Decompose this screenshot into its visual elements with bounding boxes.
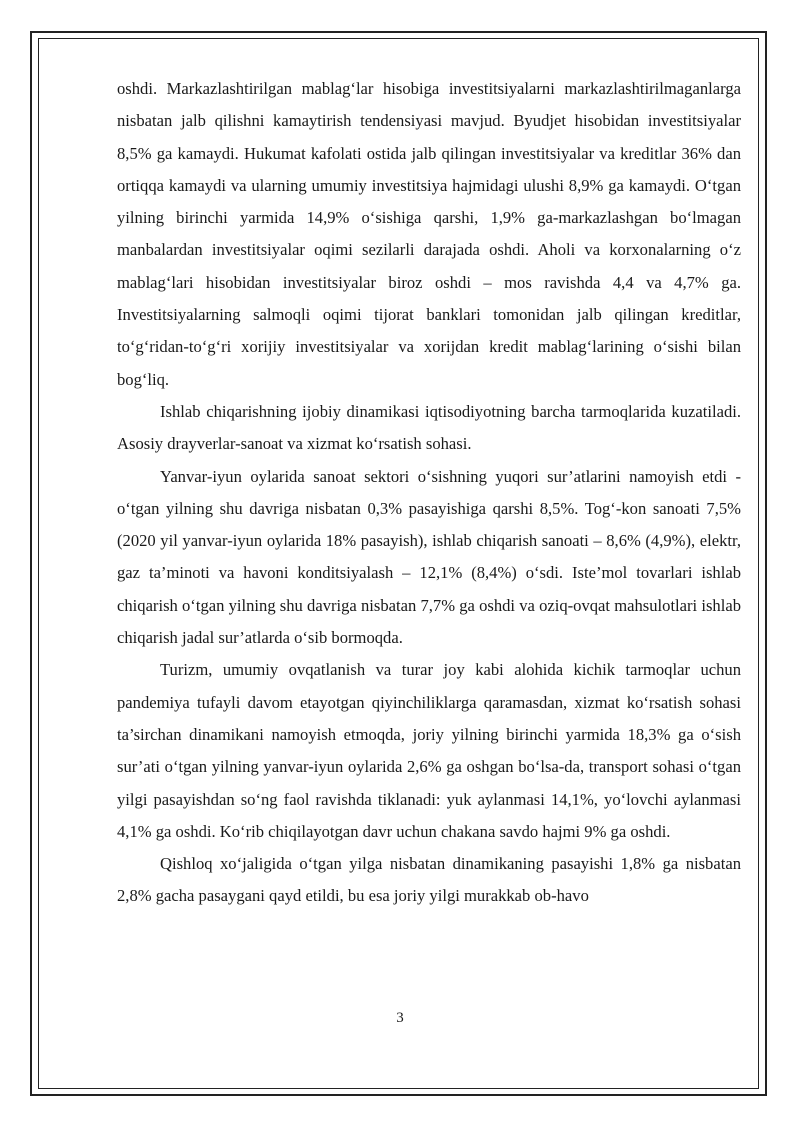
paragraph-investments: oshdi. Markazlashtirilgan mablag‘lar hisobiga investitsiyalarni markazlashtirilmaganlarga nisbatan jalb qilishni kamaytirish tendensiyasi mavjud. Byudjet hisobidan investitsiyalar 8,5% ga kamaydi. Hukumat kafolati ostida jalb qilingan investitsiyalar va kreditlar 36% dan ortiqqa kamaydi va ularning umumiy investitsiya hajmidagi ulushi 8,9% ga kamaydi. O‘tgan yilning birinchi yarmida 14,9% o‘sishiga qarshi, 1,9% ga-markazlashgan bo‘lmagan manbalardan investitsiyalar oqimi sezilarli darajada oshdi. Aholi va korxonalarning o‘z mablag‘lari hisobidan investitsiyalar biroz oshdi – mos ravishda 4,4 va 4,7% ga. Investitsiyalarning salmoqli oqimi tijorat banklari tomonidan jalb qilingan kreditlar, to‘g‘ridan-to‘g‘ri xorijiy investitsiyalar va xorijdan kredit mablag‘larining o‘sishi bilan bog‘liq. [117,79,741,389]
page-number: 3 [396,1010,404,1026]
paragraph-production-dynamics: Ishlab chiqarishning ijobiy dinamikasi iqtisodiyotning barcha tarmoqlarida kuzatiladi. Asosiy drayverlar-sanoat va xizmat ko‘rsatish sohasi. [117,401,741,454]
paragraph-industry: Yanvar-iyun oylarida sanoat sektori o‘sishning yuqori sur’atlarini namoyish etdi - o‘tgan yilning shu davriga nisbatan 0,3% pasayishiga qarshi 8,5%. Tog‘-kon sanoati 7,5% (2020 yil yanvar-iyun oylarida 18% pasayish), ishlab chiqarish sanoati – 8,6% (4,9%), elektr, gaz ta’minoti va havoni konditsiyalash – 12,1% (8,4%) o‘sdi. Iste’mol tovarlari ishlab chiqarish o‘tgan yilning shu davriga nisbatan 7,7% ga oshdi va oziq-ovqat mahsulotlari ishlab chiqarish jadal sur’atlarda o‘sib bormoqda. [117,466,741,648]
paragraph-services: Turizm, umumiy ovqatlanish va turar joy kabi alohida kichik tarmoqlar uchun pandemiya tufayli davom etayotgan qiyinchiliklarga qaramasdan, xizmat ko‘rsatish sohasi ta’sirchan dinamikani namoyish etmoqda, joriy yilning birinchi yarmida 18,3% ga o‘sish sur’ati o‘tgan yilning yanvar-iyun oylarida 2,6% ga oshgan bo‘lsa-da, transport sohasi o‘tgan yilgi pasayishdan so‘ng faol ravishda tiklanadi: yuk aylanmasi 14,1%, yo‘lovchi aylanmasi 4,1% ga oshdi. Ko‘rib chiqilayotgan davr uchun chakana savdo hajmi 9% ga oshdi. [117,660,741,841]
paragraph-agriculture: Qishloq xo‘jaligida o‘tgan yilga nisbatan dinamikaning pasayishi 1,8% ga nisbatan 2,8% gacha pasaygani qayd etildi, bu esa joriy yilgi murakkab ob-havo [117,854,741,906]
document-body [117,73,741,913]
